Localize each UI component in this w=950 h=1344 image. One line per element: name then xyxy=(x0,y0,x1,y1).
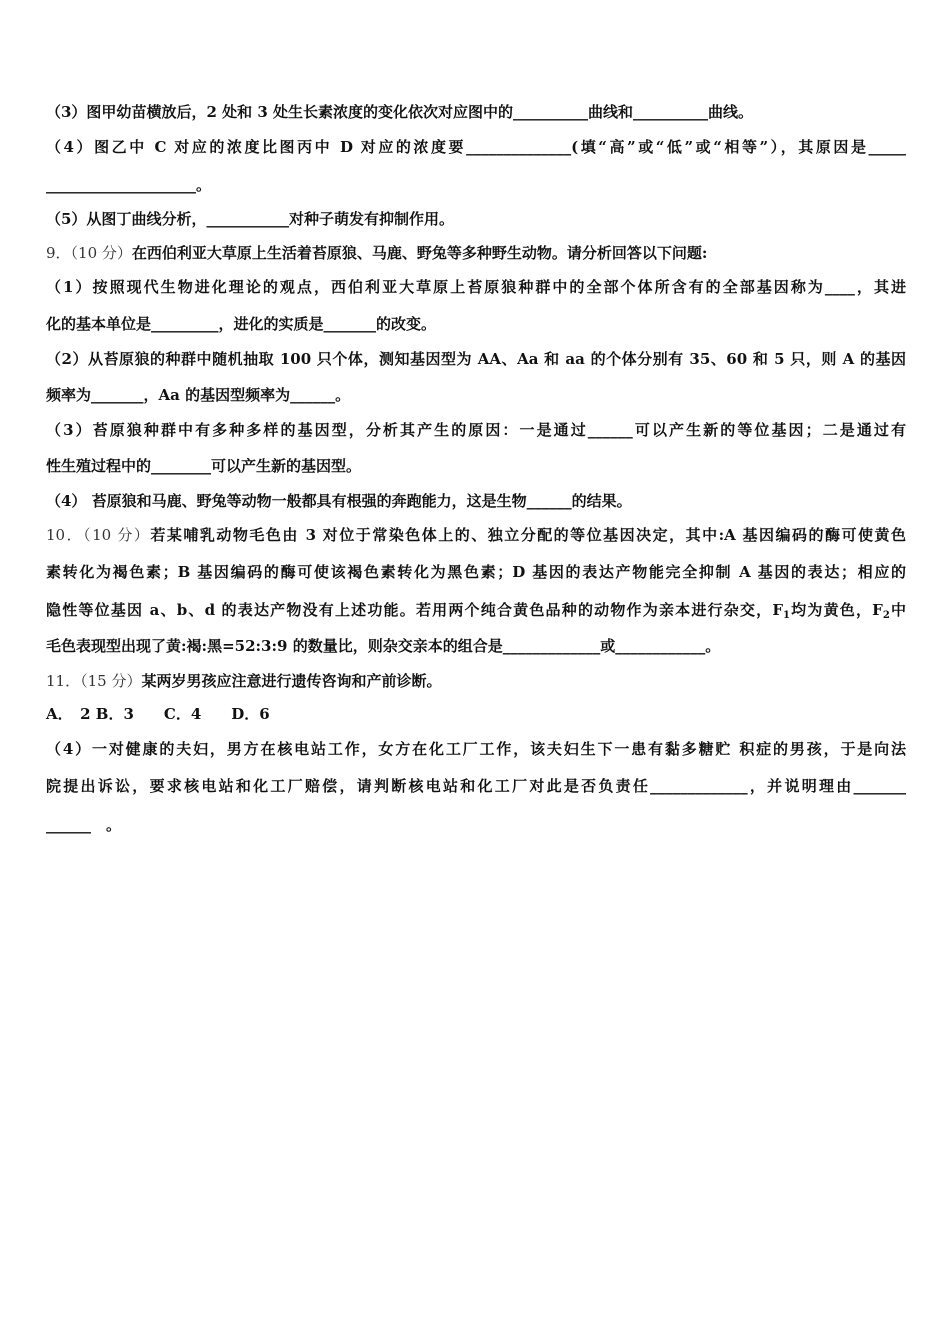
q10-line2: 素转化为褐色素；B 基因编码的酶可使该褐色素转化为黑色素；D 基因的表达产物能完全抑制 A 基因的表达；相应的 xyxy=(46,563,906,581)
q9-part2-line1: （2）从苔原狼的种群中随机抽取 100 只个体，测知基因型为 AA、Aa 和 aa 的个体分别有 35、60 和 5 只，则 A 的基因 xyxy=(46,350,906,368)
q11-part4-line3: ______ 。 xyxy=(46,816,122,834)
q10-number: 10．（10 分） xyxy=(46,526,151,544)
q10-line1 xyxy=(46,525,906,545)
q10-line3-text-c: 中 xyxy=(889,601,906,619)
q10-line1-text: 若某哺乳动物毛色由 3 对位于常染色体上的、独立分配的等位基因决定，其中:A 基因编码的酶可使黄色 xyxy=(150,526,906,544)
q11-number: 11．（15 分） xyxy=(46,672,142,690)
q9-stem xyxy=(46,243,906,263)
q9-number: 9．（10 分） xyxy=(46,244,132,262)
q11-stem xyxy=(46,671,906,691)
q10-subscript-2: 2 xyxy=(882,610,890,621)
q11-stem-text: 某两岁男孩应注意进行遗传咨询和产前诊断。 xyxy=(141,672,442,690)
q8-part4-line1: （4）图乙中 C 对应的浓度比图丙中 D 对应的浓度要______________(填“高”或“低”或“相等”），其原因是_____ xyxy=(46,138,906,156)
q10-line3 xyxy=(46,600,906,620)
q11-part4-line1: （4）一对健康的夫妇，男方在核电站工作，女方在化工厂工作，该夫妇生下一患有黏多糖贮 积症的男孩，于是向法 xyxy=(46,740,906,758)
q9-part4: （4） 苔原狼和马鹿、野兔等动物一般都具有根强的奔跑能力，这是生物______的结果。 xyxy=(46,492,632,510)
q11-options: A． 2 B．3 C．4 D．6 xyxy=(46,705,270,723)
q9-stem-text: 在西伯利亚大草原上生活着苔原狼、马鹿、野兔等多种野生动物。请分析回答以下问题: xyxy=(131,244,708,262)
q10-line4: 毛色表现型出现了黄:褐:黑=52:3:9 的数量比，则杂交亲本的组合是_____________或____________。 xyxy=(46,637,721,655)
q9-part1-line2: 化的基本单位是_________，进化的实质是_______的改变。 xyxy=(46,315,437,333)
q8-part5: （5）从图丁曲线分析，___________对种子萌发有抑制作用。 xyxy=(46,210,454,228)
q9-part3-line1: （3）苔原狼种群中有多种多样的基因型，分析其产生的原因：一是通过______可以产生新的等位基因；二是通过有 xyxy=(46,421,906,439)
q10-subscript-1: 1 xyxy=(783,610,790,621)
q8-part4-line2: ____________________。 xyxy=(46,176,212,194)
q8-part3: （3）图甲幼苗横放后，2 处和 3 处生长素浓度的变化依次对应图中的__________曲线和__________曲线。 xyxy=(46,103,753,121)
q9-part2-line2: 频率为_______，Aa 的基因型频率为______。 xyxy=(46,386,351,404)
q10-line3-text-b: 均为黄色，F xyxy=(789,601,883,619)
q9-part3-line2: 性生殖过程中的________可以产生新的基因型。 xyxy=(46,457,362,475)
q11-part4-line2: 院提出诉讼，要求核电站和化工厂赔偿，请判断核电站和化工厂对此是否负责任_____________，并说明理由_______ xyxy=(46,777,906,795)
q10-line3-text-a: 隐性等位基因 a、b、d 的表达产物没有上述功能。若用两个纯合黄色品种的动物作为亲本进行杂交，F xyxy=(46,601,783,619)
q9-part1-line1: （1）按照现代生物进化理论的观点，西伯利亚大草原上苔原狼种群中的全部个体所含有的全部基因称为____，其进 xyxy=(46,278,906,296)
